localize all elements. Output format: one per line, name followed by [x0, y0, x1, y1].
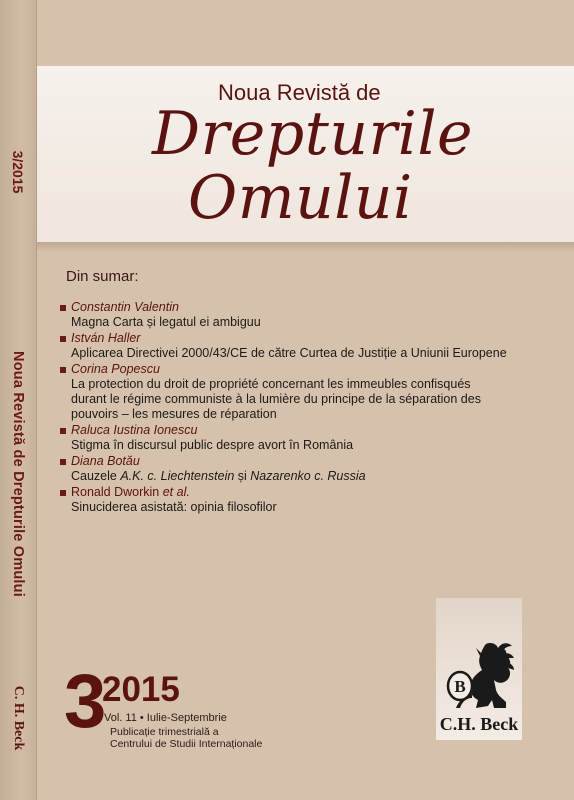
- article-title: [60, 469, 560, 484]
- bullet-icon: [60, 336, 66, 342]
- article-list: [60, 300, 560, 516]
- article-title: Aplicarea Directivei 2000/43/CE de către Curtea de Justiție a Uniunii Europene: [71, 346, 507, 360]
- list-item: [60, 423, 560, 453]
- bullet-icon: [60, 428, 66, 434]
- list-item: [60, 362, 560, 422]
- journal-title-prefix: Noua Revistă de: [218, 80, 381, 105]
- spine: [0, 0, 37, 800]
- author-name: István Haller: [71, 331, 141, 345]
- author-name: Corina Popescu: [71, 362, 160, 376]
- emblem-letter: B: [454, 677, 466, 696]
- issue-number: 3: [64, 659, 107, 744]
- list-item: [60, 300, 560, 330]
- author-name: Ronald Dworkin: [71, 485, 160, 499]
- list-item: [60, 485, 560, 515]
- article-title-line: durant le régime communiste à la lumière du principe de la séparation des: [71, 392, 481, 406]
- pub-line: Centrului de Studii Internaționale: [110, 738, 263, 750]
- title-part: Cauzele: [71, 469, 121, 483]
- article-title-line: La protection du droit de propriété concernant les immeubles confisqués: [71, 377, 471, 391]
- title-band-shadow: [37, 242, 574, 252]
- author-name: Raluca Iustina Ionescu: [71, 423, 198, 437]
- article-author: [60, 300, 560, 315]
- list-item: [60, 454, 560, 484]
- article-author: [60, 454, 560, 469]
- article-title: Stigma în discursul public despre avort în România: [71, 438, 354, 452]
- bullet-icon: [60, 367, 66, 373]
- author-suffix: et al.: [162, 485, 190, 499]
- article-title: Magna Carta și legatul ei ambiguu: [71, 315, 261, 329]
- summary-heading: Din sumar:: [66, 268, 139, 285]
- bullet-icon: [60, 490, 66, 496]
- title-part: și: [234, 469, 251, 483]
- article-author: [60, 423, 560, 438]
- spine-title: Noua Revistă de Drepturile Omului: [10, 351, 26, 597]
- bullet-icon: [60, 459, 66, 465]
- journal-title-line1: Drepturile: [152, 99, 474, 169]
- journal-title-line2: Omului: [188, 163, 413, 233]
- list-item: [60, 331, 560, 361]
- pub-line: Publicație trimestrială a: [110, 726, 219, 738]
- author-name: Constantin Valentin: [71, 300, 179, 314]
- article-title: Sinuciderea asistată: opinia filosofilor: [71, 500, 277, 514]
- issue-year: 2015: [102, 670, 180, 709]
- bullet-icon: [60, 305, 66, 311]
- case-name: A.K. c. Liechtenstein: [120, 469, 235, 483]
- issue-volume: Vol. 11 • Iulie-Septembrie: [104, 712, 227, 724]
- publisher-logo-text: C.H. Beck: [439, 714, 519, 734]
- article-author: [60, 331, 560, 346]
- article-author: [60, 485, 560, 500]
- issue-publication-info: [110, 726, 262, 750]
- spine-issue: 3/2015: [10, 150, 26, 194]
- case-name: Nazarenko c. Russia: [250, 469, 366, 483]
- author-name: Diana Botău: [71, 454, 140, 468]
- griffin-emblem-icon: [442, 640, 516, 712]
- article-title-line: pouvoirs – les mesures de réparation: [71, 407, 277, 421]
- article-author: [60, 362, 560, 377]
- spine-publisher: C. H. Beck: [11, 685, 26, 751]
